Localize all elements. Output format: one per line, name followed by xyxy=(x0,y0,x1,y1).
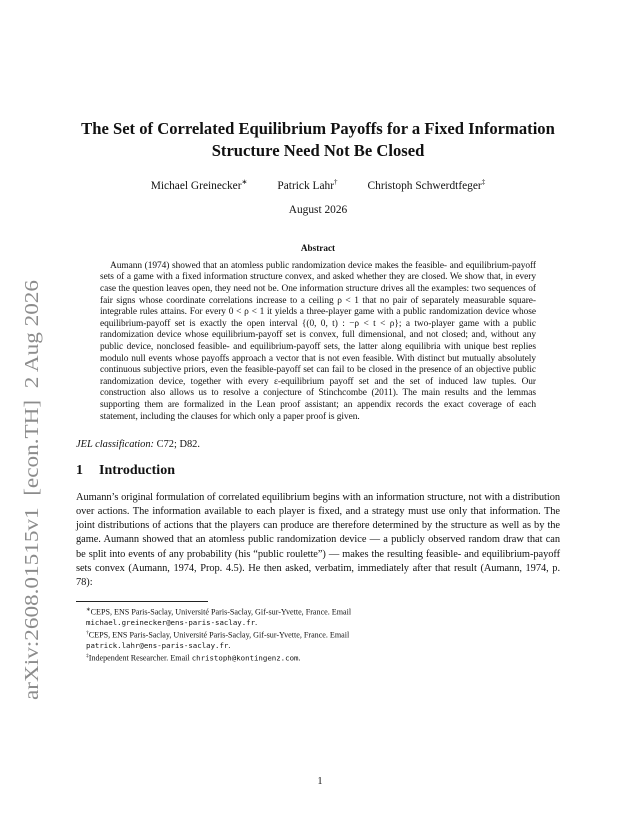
author-name: Michael Greinecker xyxy=(150,179,242,192)
paper-date: August 2026 xyxy=(288,203,348,216)
footnote xyxy=(76,605,560,628)
section-title: Introduction xyxy=(99,463,175,479)
footnote xyxy=(76,628,560,651)
arxiv-stamp-svg xyxy=(6,268,54,708)
footnote-email-link[interactable]: patrick.lahr@ens-paris-saclay.fr xyxy=(86,640,229,650)
footnote-email-link[interactable]: michael.greinecker@ens-paris-saclay.fr xyxy=(86,617,256,627)
abstract-body: Aumann (1974) showed that an atomless public randomization device makes the feasible- and equilibrium-payoff sets of a game with a fixed information structure convex, and asked whether they are closed. We show that, in every case the question leaves open, they need not be. One information structure drives all the examples: two sequences of fair signs whose coordinate correlations increase to a ceiling ρ < 1 that no pair of separately measurable square-integrable rules attains. For every 0 < ρ < 1 it yields a three-player game with a public randomization device whose equilibrium-payoff set is exactly the open interval {(0, 0, t) : −ρ < t < ρ}; a two-player game with a public randomization device whose equilibrium-payoff set is convex, full dimensional, and not closed; and, without any public device, nonclosed feasible- and equilibrium-payoff sets, the latter along equilibria with unique best replies modulo null events whose payoffs approach a vector that is not even feasible. With distinct but mutually absolutely continuous subjective priors, even the feasible-payoff set can fail to be closed in the presence of an objective public randomization device, together with every ε-equilibrium payoff set and the set of induced law tuples. Our construction also allows us to resolve a conjecture of Stinchcombe (2011). The main results and the lemmas supporting them are formalized in the Lean proof assistant; an appendix records the exact coverage of each statement, including the clauses for which only a paper proof is given. xyxy=(100,260,536,422)
intro-paragraph: Aumann’s original formulation of correlated equilibrium begins with an information structure, not with a distribution over actions. The information available to each player is fixed, and a strategy must use only that information. The joint distributions of actions that the players can produce are therefore determined by the structure as well as by the game. Aumann showed that an atomless public randomization device — a publicly observed random draw that can be split into events of any probability (his “public roulette”) — makes the resulting feasible- and equilibrium-payoff sets convex (Aumann, 1974, Prop. 4.5). He then asked, verbatim, immediately after that result (Aumann, 1974, p. 78): xyxy=(76,491,560,589)
footnote-text: CEPS, ENS Paris-Saclay, Université Paris-Saclay, Gif-sur-Yvette, France. Email xyxy=(88,630,350,640)
jel-label: JEL classification: xyxy=(76,439,155,451)
author-footnote-mark[interactable]: ∗ xyxy=(241,178,248,186)
jel-classification xyxy=(76,439,560,450)
paper-page xyxy=(76,118,560,664)
footnote-email-link[interactable]: christoph@kontingenz.com xyxy=(191,653,299,663)
author-name: Patrick Lahr xyxy=(277,179,335,192)
footnote-period: . xyxy=(255,617,258,627)
author xyxy=(368,178,486,192)
abstract-heading: Abstract xyxy=(300,242,336,253)
footnote-text: Independent Researcher. Email xyxy=(88,653,190,663)
footnote-mark: ‡ xyxy=(86,653,89,660)
author-footnote-mark[interactable]: ‡ xyxy=(481,178,486,186)
footnote xyxy=(76,651,560,664)
author-footnote-mark[interactable]: † xyxy=(334,178,338,186)
section-heading xyxy=(76,463,560,479)
footnote-period: . xyxy=(228,640,231,650)
author xyxy=(151,178,248,192)
title-line-1: The Set of Correlated Equilibrium Payoffs for a Fixed Information xyxy=(81,119,555,138)
footnote-mark: ∗ xyxy=(86,606,91,613)
footnote-period: . xyxy=(298,653,301,663)
footnotes xyxy=(76,605,560,664)
author-name: Christoph Schwerdtfeger xyxy=(367,179,482,192)
footnote-text: CEPS, ENS Paris-Saclay, Université Paris-Saclay, Gif-sur-Yvette, France. Email xyxy=(90,607,352,617)
arxiv-stamp xyxy=(6,268,54,708)
author xyxy=(277,178,337,192)
footnote-rule xyxy=(76,601,208,602)
arxiv-identifier: arXiv:2608.01515v1 [econ.TH] 2 Aug 2026 xyxy=(22,346,43,700)
section-number: 1 xyxy=(76,463,83,479)
title-line-2: Structure Need Not Be Closed xyxy=(211,141,425,160)
jel-codes: C72; D82. xyxy=(156,439,200,451)
footnote-mark: † xyxy=(86,629,89,636)
author-list xyxy=(76,178,560,192)
paper-title xyxy=(76,118,560,162)
page-number: 1 xyxy=(317,776,323,787)
